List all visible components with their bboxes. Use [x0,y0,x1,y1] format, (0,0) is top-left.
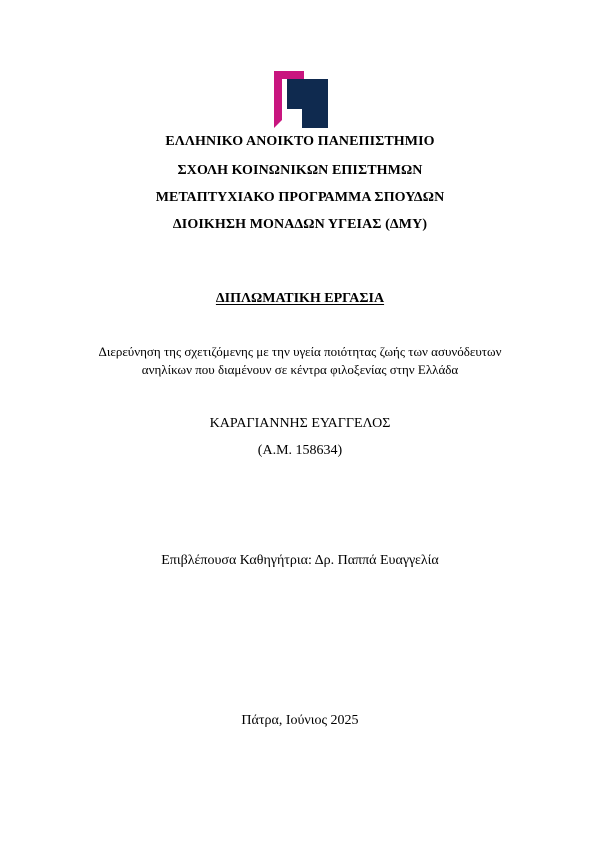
thesis-title-line-2: ανηλίκων που διαμένουν σε κέντρα φιλοξενίας στην Ελλάδα [141,362,459,377]
institution-name: ΕΛΛΗΝΙΚΟ ΑΝΟΙΚΤΟ ΠΑΝΕΠΙΣΤΗΜΙΟ [165,134,435,149]
author-registration: (Α.Μ. 158634) [257,443,343,458]
place-date: Πάτρα, Ιούνιος 2025 [241,713,359,728]
program-specialization: ΔΙΟΙΚΗΣΗ ΜΟΝΑΔΩΝ ΥΓΕΙΑΣ (ΔΜΥ) [172,217,428,232]
program-name: ΜΕΤΑΠΤΥΧΙΑΚΟ ΠΡΟΓΡΑΜΜΑ ΣΠΟΥΔΩΝ [155,190,445,205]
document-type: ΔΙΠΛΩΜΑΤΙΚΗ ΕΡΓΑΣΙΑ [215,291,385,306]
thesis-title-line-1: Διερεύνηση της σχετιζόμενης με την υγεία ποιότητας ζωής των ασυνόδευτων [98,344,502,359]
university-logo [274,71,328,128]
author-name: ΚΑΡΑΓΙΑΝΝΗΣ ΕΥΑΓΓΕΛΟΣ [209,416,391,431]
logo-page-curl [287,109,302,128]
school-name: ΣΧΟΛΗ ΚΟΙΝΩΝΙΚΩΝ ΕΠΙΣΤΗΜΩΝ [177,163,423,178]
supervisor: Επιβλέπουσα Καθηγήτρια: Δρ. Παππά Ευαγγελία [161,553,439,568]
logo-navy-block [287,79,328,128]
